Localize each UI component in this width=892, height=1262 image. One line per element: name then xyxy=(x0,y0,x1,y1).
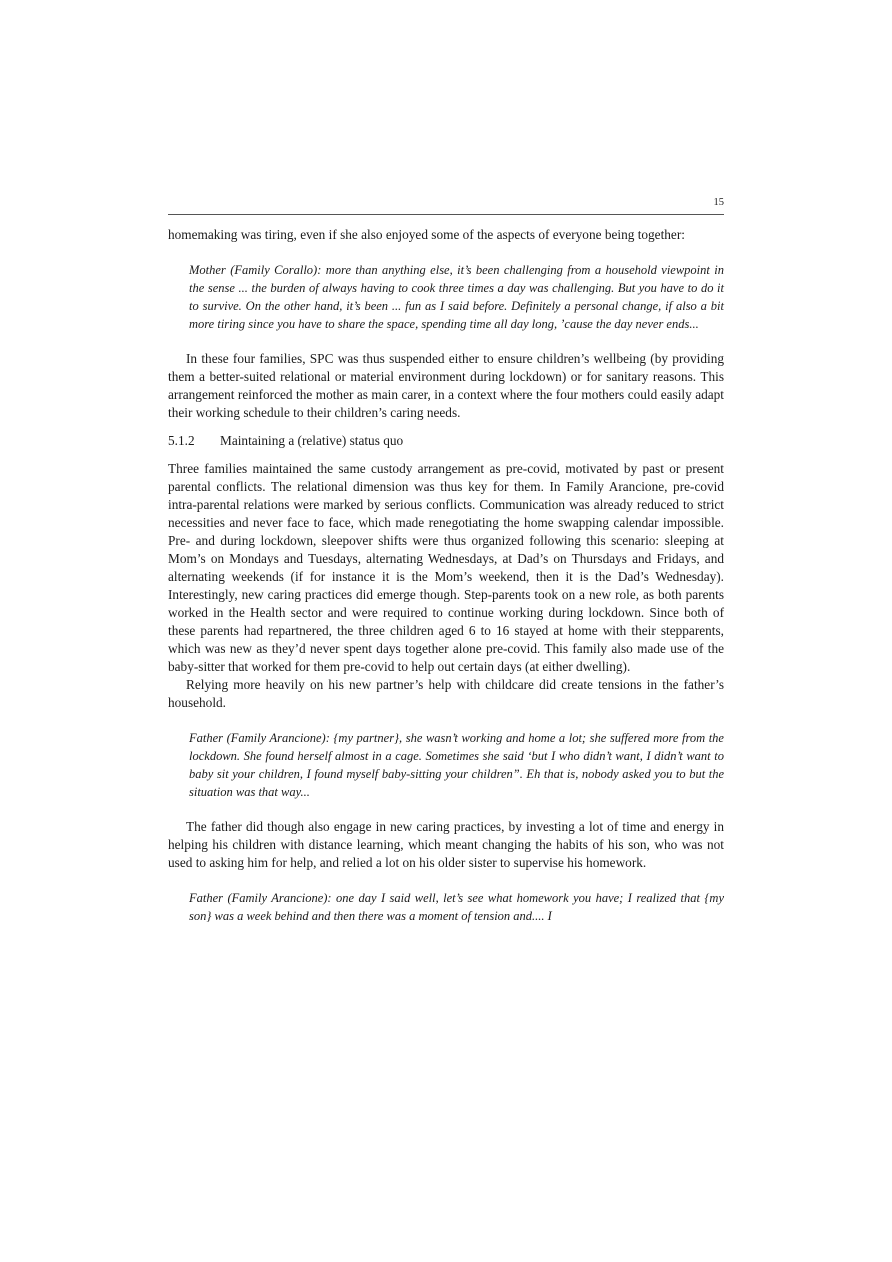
section-heading xyxy=(168,432,724,450)
paragraph-5: The father did though also engage in new caring practices, by investing a lot of time and energy in helping his children with distance learning, which meant changing the habits of his son, who was not used to asking him for help, and relied a lot on his older sister to supervise his homework. xyxy=(168,819,724,870)
paragraph-1: homemaking was tiring, even if she also enjoyed some of the aspects of everyone being together: xyxy=(168,227,685,242)
quote-father-arancione-2: Father (Family Arancione): one day I said well, let’s see what homework you have; I realized that {my son} was a week behind and then there was a moment of tension and.... I xyxy=(189,891,724,923)
paragraph-2: In these four families, SPC was thus suspended either to ensure children’s wellbeing (by providing them a better-suited relational or material environment during lockdown) or for sanitary reasons. This arrangement reinforced the mother as main carer, in a context where the four mothers could easily adapt their working schedule to their children’s caring needs. xyxy=(168,351,724,420)
section-number: 5.1.2 xyxy=(168,433,195,448)
paragraph-3: Three families maintained the same custody arrangement as pre-covid, motivated by past or present parental conflicts. The relational dimension was thus key for them. In Family Arancione, pre-covid intra-parental relations were marked by serious conflicts. Communication was already reduced to strict necessities and never face to face, which made renegotiating the home swapping calendar impossible. Pre- and during lockdown, sleepover shifts were thus organized following this scenario: sleeping at Mom’s on Mondays and Tuesdays, alternating Wednesdays, at Dad’s on Thursdays and Fridays, and alternating weekends (if for instance it is the Mom’s weekend, then it is the Dad’s Wednesday). Interestingly, new caring practices did emerge though. Step-parents took on a new role, as both parents worked in the Health sector and were required to continue working during lockdown. Since both of these parents had repartnered, the three children aged 6 to 16 stayed at home with their stepparents, which was new as they’d never spent days together alone pre-covid. This family also made use of the baby-sitter that worked for them pre-covid to help out certain days (at either dwelling). xyxy=(168,461,724,674)
page-number: 15 xyxy=(713,197,724,208)
section-title: Maintaining a (relative) status quo xyxy=(220,433,404,448)
quote-father-arancione-1: Father (Family Arancione): {my partner}, she wasn’t working and home a lot; she suffered more from the lockdown. She found herself almost in a cage. Sometimes she said ‘but I who didn’t want, I didn’t want to baby sit your children, I found myself baby-sitting your children”. Eh that is, nobody asked you to but the situation was that way... xyxy=(189,731,724,799)
header-rule xyxy=(168,214,724,215)
quote-mother-corallo: Mother (Family Corallo): more than anything else, it’s been challenging from a household viewpoint in the sense ... the burden of always having to cook three times a day was challenging. But you have to do it to survive. On the other hand, it’s been ... fun as I said before. Definitely a personal change, if also a bit more tiring since you have to share the space, spending time all day long, ’cause the day never ends... xyxy=(189,263,724,331)
page xyxy=(168,196,724,942)
paragraph-4: Relying more heavily on his new partner’s help with childcare did create tensions in the father’s household. xyxy=(168,677,724,710)
